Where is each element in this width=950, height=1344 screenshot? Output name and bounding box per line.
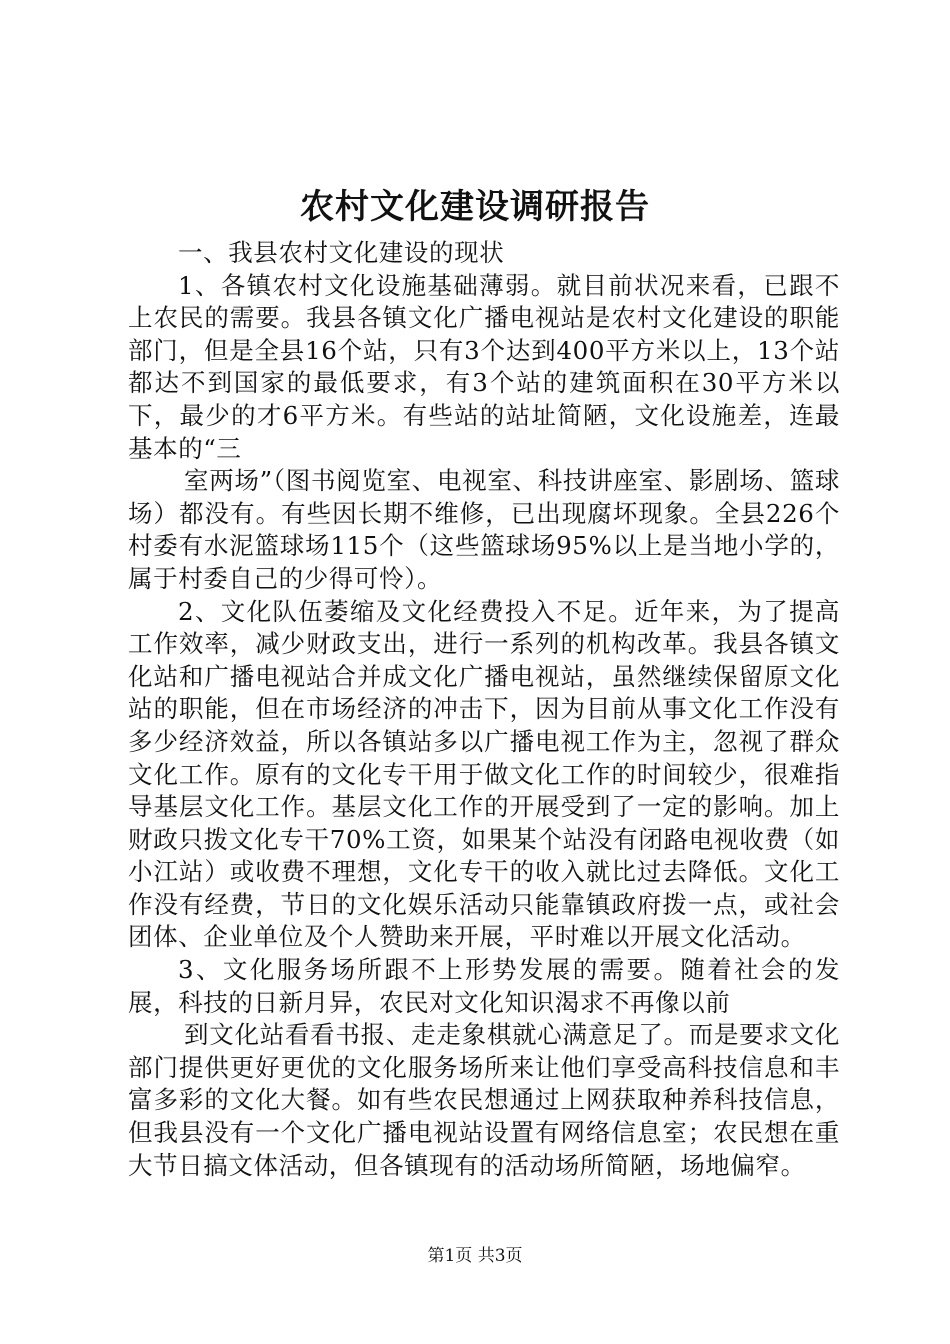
paragraph-2: 2、文化队伍萎缩及文化经费投入不足。近年来，为了提高工作效率，减少财政支出，进行一系列的机构改革。我县各镇文化站和广播电视站合并成文化广播电视站，虽然继续保留原文化站的职能，但在市场经济的冲击下，因为目前从事文化工作没有多少经济效益，所以各镇站多以广播电视工作为主，忽视了群众文化工作。原有的文化专干用于做文化工作的时间较少，很难指导基层文化工作。基层文化工作的开展受到了一定的影响。加上财政只拨文化专干70%工资，如果某个站没有闭路电视收费（如小江站）或收费不理想，文化专干的收入就比过去降低。文化工作没有经费，节日的文化娱乐活动只能靠镇政府拨一点，或社会团体、企业单位及个人赞助来开展，平时难以开展文化活动。: [128, 596, 840, 952]
section-heading: 一、我县农村文化建设的现状: [178, 238, 505, 267]
document-title: 农村文化建设调研报告: [300, 187, 650, 227]
paragraph-1-continued: 室两场”（图书阅览室、电视室、科技讲座室、影剧场、篮球场）都没有。有些因长期不维修，已出现腐坏现象。全县226个村委有水泥篮球场115个（这些篮球场95%以上是当地小学的，属于村委自己的少得可怜）。: [128, 466, 840, 593]
page-footer: 第1页 共3页: [427, 1246, 523, 1266]
paragraph-1: 1、各镇农村文化设施基础薄弱。就目前状况来看，已跟不上农民的需要。我县各镇文化广播电视站是农村文化建设的职能部门，但是全县16个站，只有3个达到400平方米以上，13个站都达不到国家的最低要求，有3个站的建筑面积在30平方米以下，最少的才6平方米。有些站的站址简陋，文化设施差，连最基本的“三: [128, 270, 840, 463]
document-body: [128, 237, 840, 1182]
paragraph-3-continued: 到文化站看看书报、走走象棋就心满意足了。而是要求文化部门提供更好更优的文化服务场所来让他们享受高科技信息和丰富多彩的文化大餐。如有些农民想通过上网获取种养科技信息，但我县没有一个文化广播电视站设置有网络信息室；农民想在重大节日搞文体活动，但各镇现有的活动场所简陋，场地偏窄。: [128, 1020, 840, 1180]
paragraph-3: 3、文化服务场所跟不上形势发展的需要。随着社会的发展，科技的日新月异，农民对文化知识渴求不再像以前: [128, 955, 840, 1017]
